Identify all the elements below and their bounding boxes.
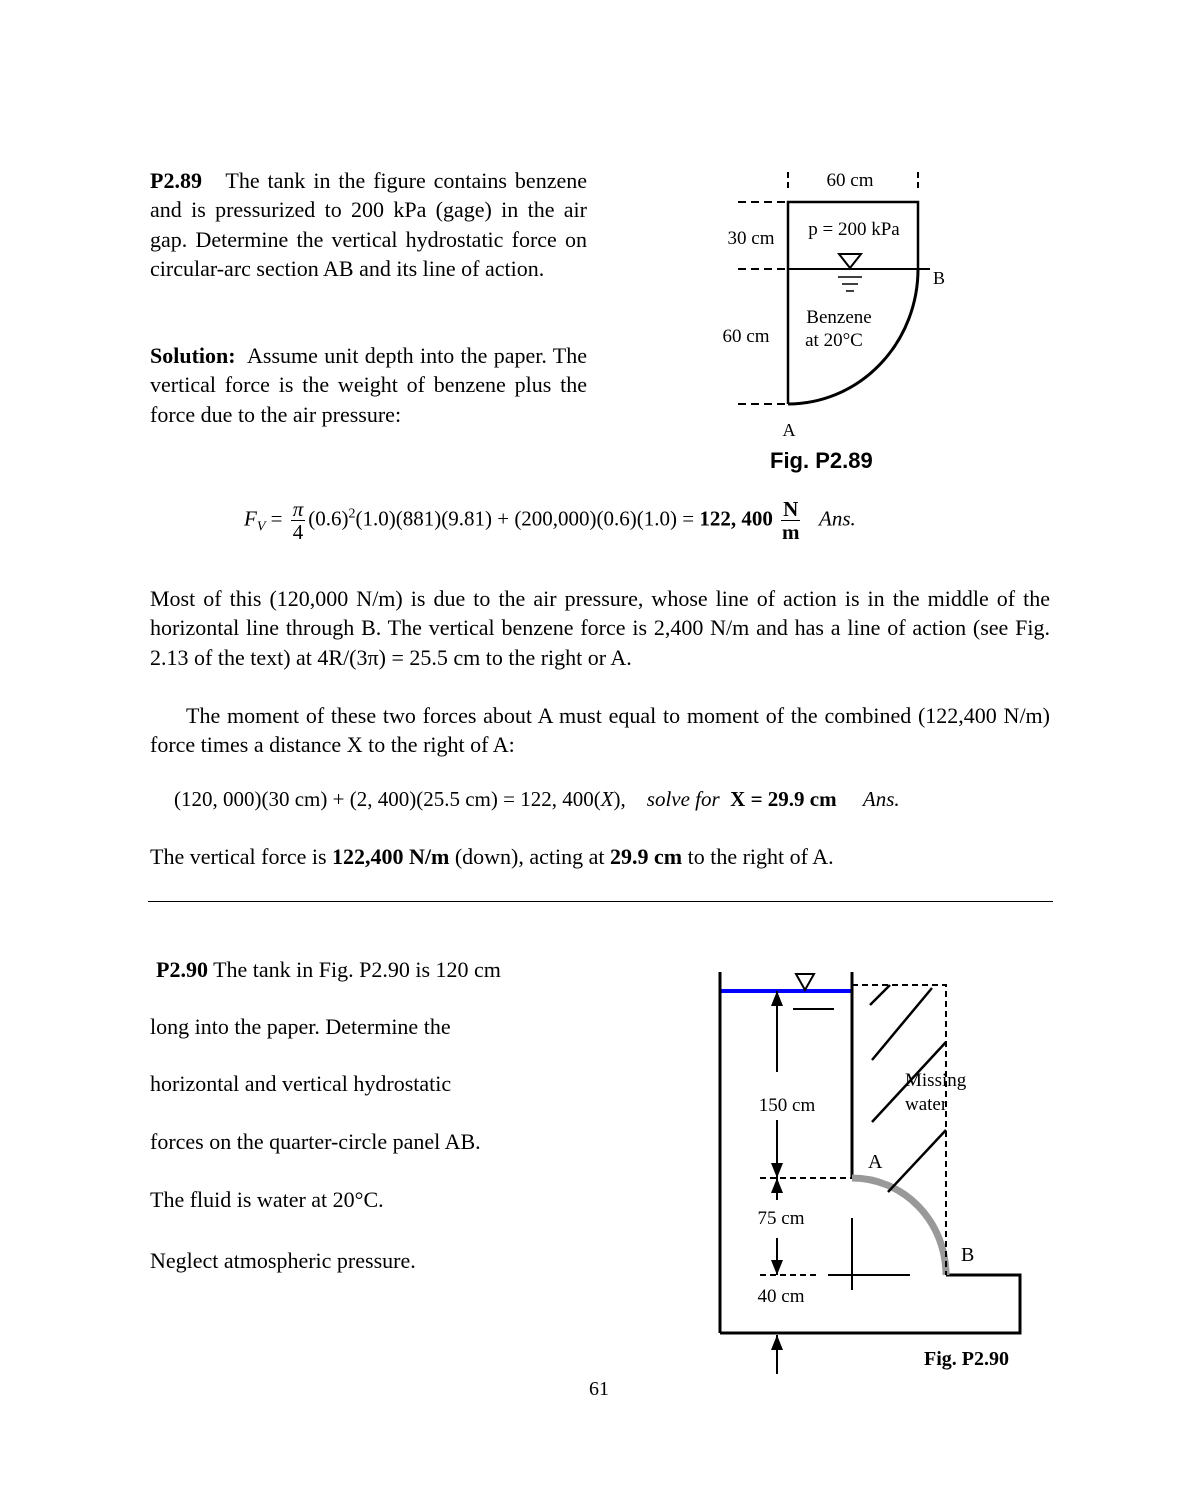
eq-four: 4 [292,520,304,544]
eq-pi-fraction [291,498,306,543]
arrow-up-icon [771,991,783,1006]
fluid-label-line1: Benzene [806,307,872,328]
figure-p289 [700,160,960,480]
missing-water-label-2: water [905,1094,948,1115]
arrow-up-icon [771,1335,783,1350]
point-b-label: B [961,1244,975,1266]
conclusion-distance: 29.9 cm [610,844,683,869]
conclusion-force: 122,400 N/m [332,844,450,869]
width-label: 60 cm [826,170,874,191]
p290-line-6: Neglect atmospheric pressure. [150,1248,416,1273]
p289-paragraph-2: Most of this (120,000 N/m) is due to the air pressure, whose line of action is in the middle of the horizontal line through B. The vertical benzene force is 2,400 N/m and has a line of action (see Fig. 2.13 of the text) at 4R/(3π) = 25.5 cm to the right or A. [150,586,1050,670]
eq-ans: Ans. [819,506,856,531]
radius-label: 75 cm [757,1208,805,1229]
eq2-lhs: (120, 000)(30 cm) + (2, 400)(25.5 cm) = 122, 400( [174,787,601,811]
pressure-label: p = 200 kPa [808,219,900,240]
eq-term1-exp: 2 [348,506,356,522]
figure-p289-caption: Fig. P2.89 [770,448,873,473]
p290-line-1-text: The tank in Fig. P2.90 is 120 cm [213,957,501,982]
eq2-var: X [600,787,614,811]
p290-line-1 [156,956,501,984]
hatch-1 [870,985,890,1005]
p289-solution-intro [150,341,587,429]
air-gap-label: 30 cm [727,228,775,249]
solution-text: Assume unit depth into the paper. The vertical force is the weight of benzene plus the force due to the air pressure: [150,343,587,427]
eq-result: 122, 400 [699,506,773,531]
point-a-label: A [782,420,796,440]
p289-statement-text: The tank in the figure contains benzene and is pressurized to 200 kPa (gage) in the air gap. Determine the vertical hydrostatic force on circular-arc section AB and its line of action. [150,168,587,282]
eq2-solve-for: solve for [646,787,720,811]
eq-term1: (0.6) [308,506,349,531]
arrow-down-icon [771,1163,783,1178]
free-surface-triangle-icon [839,254,861,268]
eq-unit-num: N [783,497,799,521]
missing-water-label-1: Missing [905,1070,967,1091]
p289-conclusion [150,842,1050,871]
conclusion-middle: (down), acting at [449,844,611,869]
eq-term2: (1.0)(881)(9.81) + (200,000)(0.6)(1.0) = [355,506,695,531]
fluid-label-line2: at 20°C [805,330,863,351]
p290-line-4: forces on the quarter-circle panel AB. [150,1129,481,1154]
p289-statement [150,166,587,284]
p290-line-3: horizontal and vertical hydrostatic [150,1071,452,1096]
section-divider [148,901,1053,902]
eq-pi: π [292,497,304,521]
base-label: 40 cm [757,1286,805,1307]
page-number: 61 [589,1378,609,1400]
panel-ab [852,1178,946,1275]
conclusion-prefix: The vertical force is [150,844,333,869]
eq-unit-den: m [781,520,800,544]
figure-p290-caption: Fig. P2.90 [924,1348,1009,1370]
p290-line-5: The fluid is water at 20°C. [150,1187,384,1212]
hatch-4 [888,1130,946,1192]
eq2-result: X = 29.9 cm [730,787,837,811]
equation-vertical-force [244,498,856,543]
p290-label: P2.90 [156,957,208,982]
eq-lhs: F [244,506,257,531]
eq2-ans: Ans. [862,787,900,811]
solution-label: Solution: [150,343,236,368]
conclusion-suffix: to the right of A. [682,844,834,869]
figure-p290 [700,960,1040,1380]
free-surface-triangle-icon [796,974,814,990]
p289-label: P2.89 [150,168,202,193]
p289-paragraph-3: The moment of these two forces about A must equal to moment of the combined (122,400 N/m) force times a distance X to the right of A: [150,703,1050,758]
hatch-2 [872,988,932,1060]
equation-moment [174,787,900,812]
eq-lhs-sub: V [256,519,266,535]
p290-line-2: long into the paper. Determine the [150,1014,451,1039]
liquid-depth-label: 60 cm [722,326,770,347]
arrow-down-icon [771,1260,783,1275]
point-a-label: A [868,1151,883,1173]
eq2-close: ), [613,787,626,811]
eq-unit [781,498,800,543]
eq-equals: = [270,506,283,531]
point-b-label: B [932,268,946,288]
depth-label: 150 cm [758,1095,816,1116]
